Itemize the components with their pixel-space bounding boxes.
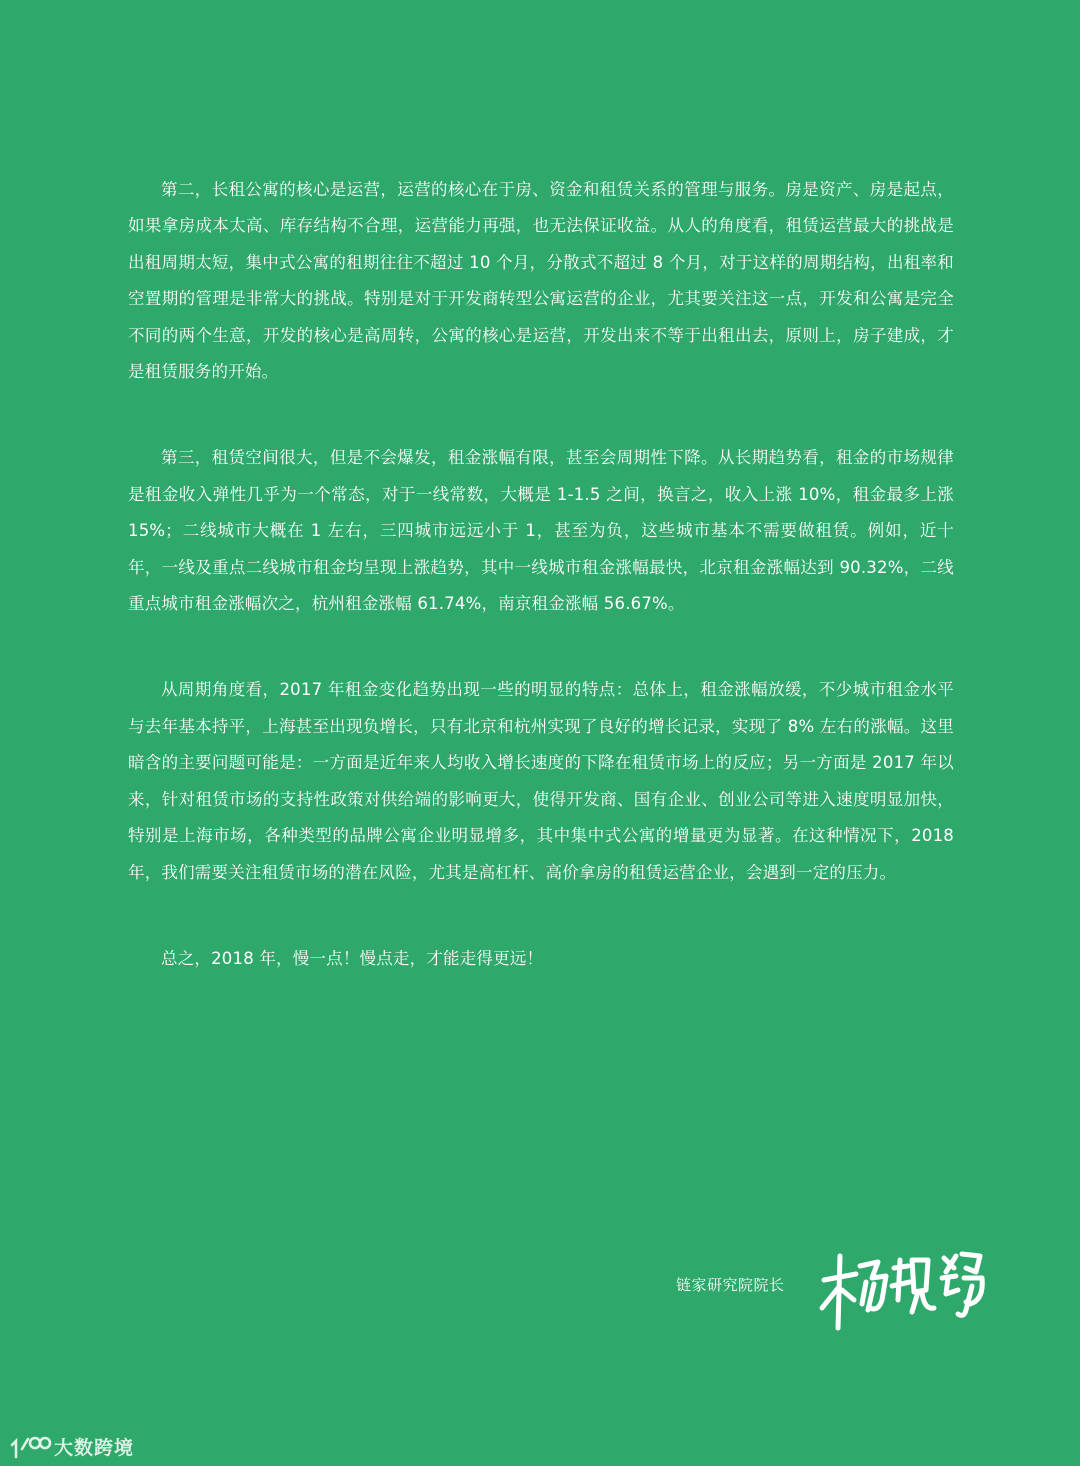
watermark — [8, 1428, 134, 1464]
paragraph-conclusion: 总之，2018 年，慢一点！慢点走，才能走得更远！ — [161, 948, 544, 968]
article-body — [128, 172, 954, 1027]
watermark-text: 大数跨境 — [54, 1436, 135, 1459]
signature-title: 链家研究院院长 — [676, 1276, 785, 1294]
logo-icon — [8, 1431, 52, 1461]
handwritten-signature — [816, 1238, 986, 1338]
paragraph-cycle-perspective: 从周期角度看，2017 年租金变化趋势出现一些的明显的特点：总体上，租金涨幅放缓，不少城市租金水平与去年基本持平，上海甚至出现负增长，只有北京和杭州实现了良好的增长记录，实现了 8% 左右的涨幅。这里暗含的主要问题可能是：一方面是近年来人均收入增长速度的下降在租赁市场上的反应；另一方面是 2017 年以来，针对租赁市场的支持性政策对供给端的影响更大，使得开发商、国有企业、创业公司等进入速度明显加快，特别是上海市场，各种类型的品牌公寓企业明显增多，其中集中式公寓的增量更为显著。在这种情况下，2018 年，我们需要关注租赁市场的潜在风险，尤其是高杠杆、高价拿房的租赁运营企业，会遇到一定的压力。 — [128, 680, 954, 882]
paragraph-third-point: 第三，租赁空间很大，但是不会爆发，租金涨幅有限，甚至会周期性下降。从长期趋势看，租金的市场规律是租金收入弹性几乎为一个常态，对于一线常数，大概是 1-1.5 之间，换言之，收入上涨 10%，租金最多上涨 15%；二线城市大概在 1 左右，三四城市远远小于 1，甚至为负，这些城市基本不需要做租赁。例如，近十年，一线及重点二线城市租金均呈现上涨趋势，其中一线城市租金涨幅最快，北京租金涨幅达到 90.32%，二线重点城市租金涨幅次之，杭州租金涨幅 61.74%，南京租金涨幅 56.67%。 — [128, 448, 954, 614]
signature-block — [676, 1238, 996, 1338]
paragraph-second-point: 第二，长租公寓的核心是运营，运营的核心在于房、资金和租赁关系的管理与服务。房是资产、房是起点，如果拿房成本太高、库存结构不合理，运营能力再强，也无法保证收益。从人的角度看，租赁运营最大的挑战是出租周期太短，集中式公寓的租期往往不超过 10 个月，分散式不超过 8 个月，对于这样的周期结构，出租率和空置期的管理是非常大的挑战。特别是对于开发商转型公寓运营的企业，尤其要关注这一点，开发和公寓是完全不同的两个生意，开发的核心是高周转，公寓的核心是运营，开发出来不等于出租出去，原则上，房子建成，才是租赁服务的开始。 — [128, 180, 954, 382]
